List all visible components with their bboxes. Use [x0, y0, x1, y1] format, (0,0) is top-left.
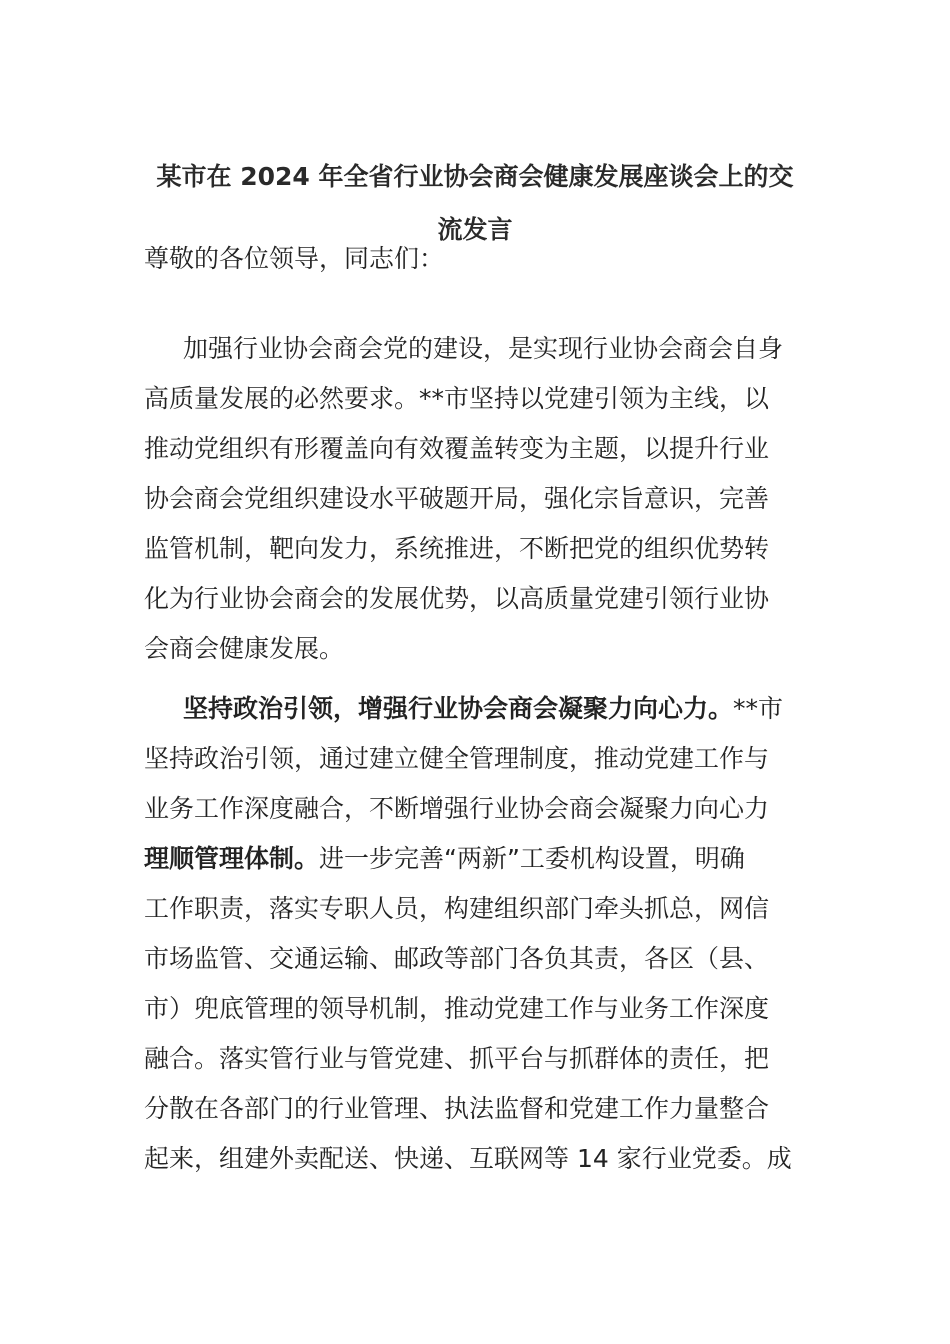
paragraph-line: 协会商会党组织建设水平破题开局，强化宗旨意识，完善: [144, 484, 770, 513]
paragraph-line: [144, 684, 824, 734]
title-line-1: 某市在 2024 年全省行业协会商会健康发展座谈会上的交: [156, 162, 794, 191]
paragraph-line: 市）兜底管理的领导机制，推动党建工作与业务工作深度: [144, 994, 770, 1023]
subsection-heading: 理顺管理体制。: [144, 844, 320, 873]
title-line-2: 流发言: [437, 215, 513, 244]
salutation: 尊敬的各位领导，同志们：: [144, 244, 445, 273]
paragraph-line: 分散在各部门的行业管理、执法监督和党建工作力量整合: [144, 1094, 770, 1123]
paragraph-line: 起来，组建外卖配送、快递、互联网等 14 家行业党委。成: [144, 1144, 792, 1173]
paragraph-line: 市场监管、交通运输、邮政等部门各负其责，各区（县、: [144, 944, 770, 973]
document-title: [140, 150, 810, 256]
paragraph-line: 加强行业协会商会党的建设，是实现行业协会商会自身: [183, 334, 784, 363]
paragraph-line: [144, 834, 824, 884]
subheading-tail-text: 进一步完善“两新”工委机构设置，明确: [319, 844, 745, 873]
paragraph-line: 监管机制，靶向发力，系统推进，不断把党的组织优势转: [144, 534, 770, 563]
paragraph-line: 坚持政治引领，通过建立健全管理制度，推动党建工作与: [144, 744, 770, 773]
heading-tail-text: **市: [733, 694, 784, 723]
paragraph-line: 融合。落实管行业与管党建、抓平台与抓群体的责任，把: [144, 1044, 770, 1073]
paragraph-line: 化为行业协会商会的发展优势，以高质量党建引领行业协: [144, 584, 770, 613]
paragraph-line: 会商会健康发展。: [144, 634, 345, 663]
paragraph-line: 业务工作深度融合，不断增强行业协会商会凝聚力向心力: [144, 794, 770, 823]
paragraph-line: 高质量发展的必然要求。**市坚持以党建引领为主线，以: [144, 384, 770, 413]
paragraph-line: 工作职责，落实专职人员，构建组织部门牵头抓总，网信: [144, 894, 770, 923]
section-heading: 坚持政治引领，增强行业协会商会凝聚力向心力。: [183, 694, 734, 723]
paragraph-intro: [144, 324, 824, 674]
paragraph-political-guidance: [144, 684, 824, 1184]
paragraph-line: 推动党组织有形覆盖向有效覆盖转变为主题，以提升行业: [144, 434, 770, 463]
